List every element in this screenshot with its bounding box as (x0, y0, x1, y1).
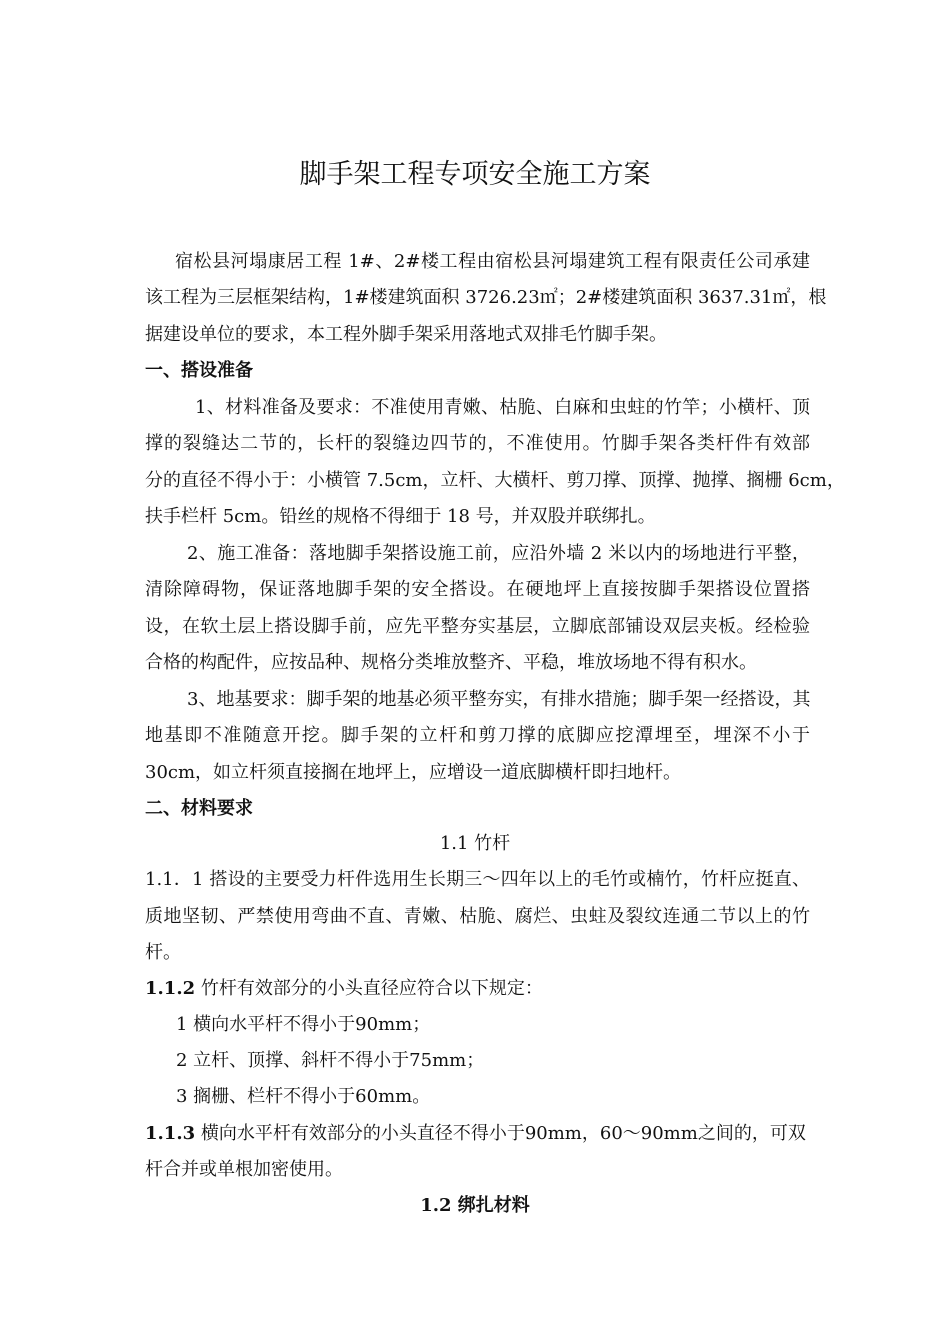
intro-line: 宿松县河塌康居工程 1#、2#楼工程由宿松县河塌建筑工程有限责任公司承建 (175, 251, 810, 272)
clause-number: 1.1.3 (145, 1123, 196, 1144)
paragraph-line: 质地坚韧、严禁使用弯曲不直、青嫩、枯脆、腐烂、虫蛀及裂纹连通二节以上的竹 (145, 906, 810, 927)
clause-text: 横向水平杆有效部分的小头直径不得小于90mm，60～90mm之间的，可双 (195, 1123, 806, 1144)
paragraph-line: 杆合并或单根加密使用。 (145, 1159, 343, 1180)
paragraph-line: 1、材料准备及要求：不准使用青嫩、枯脆、白麻和虫蛀的竹竿；小横杆、顶 (195, 397, 810, 418)
subsection-heading: 1.2 绑扎材料 (420, 1195, 530, 1216)
page-title: 脚手架工程专项安全施工方案 (299, 159, 651, 190)
paragraph-line: 撑的裂缝达二节的，长杆的裂缝边四节的，不准使用。竹脚手架各类杆件有效部 (145, 433, 810, 454)
section-heading: 二、材料要求 (145, 798, 253, 819)
paragraph-line: 分的直径不得小于：小横管 7.5cm，立杆、大横杆、剪刀撑、顶撑、抛撑、搁栅 6cm， (145, 470, 845, 491)
paragraph-line (145, 977, 810, 1001)
paragraph-line: 3、地基要求：脚手架的地基必须平整夯实，有排水措施；脚手架一经搭设，其 (187, 689, 811, 710)
list-item: 1 横向水平杆不得小于90mm； (176, 1014, 431, 1035)
paragraph-line: 1.1．1 搭设的主要受力杆件选用生长期三～四年以上的毛竹或楠竹，竹杆应挺直、 (145, 869, 810, 890)
clause-number: 1.1.2 (145, 978, 196, 999)
paragraph-line: 扶手栏杆 5cm。铅丝的规格不得细于 18 号，并双股并联绑扎。 (145, 506, 656, 527)
subsection-heading: 1.1 竹杆 (439, 833, 511, 854)
intro-line: 据建设单位的要求，本工程外脚手架采用落地式双排毛竹脚手架。 (145, 324, 667, 345)
intro-line: 该工程为三层框架结构，1#楼建筑面积 3726.23㎡；2#楼建筑面积 3637.31㎡，根 (145, 287, 827, 308)
list-item: 3 搁栅、栏杆不得小于60mm。 (176, 1086, 431, 1107)
clause-text: 竹杆有效部分的小头直径应符合以下规定： (195, 978, 543, 999)
paragraph-line: 2、施工准备：落地脚手架搭设施工前，应沿外墙 2 米以内的场地进行平整， (187, 543, 810, 564)
paragraph-line: 杆。 (145, 942, 181, 963)
paragraph-line: 地基即不准随意开挖。脚手架的立杆和剪刀撑的底脚应挖潭埋至，埋深不小于 (145, 725, 810, 746)
paragraph-line: 清除障碍物，保证落地脚手架的安全搭设。在硬地坪上直接按脚手架搭设位置搭 (145, 579, 810, 600)
paragraph-line: 30cm，如立杆须直接搁在地坪上，应增设一道底脚横杆即扫地杆。 (145, 762, 682, 783)
paragraph-line: 设，在软土层上搭设脚手前，应先平整夯实基层，立脚底部铺设双层夹板。经检验 (145, 616, 810, 637)
section-heading: 一、搭设准备 (145, 360, 253, 381)
list-item: 2 立杆、顶撑、斜杆不得小于75mm； (176, 1050, 485, 1071)
paragraph-line: 合格的构配件，应按品种、规格分类堆放整齐、平稳，堆放场地不得有积水。 (145, 652, 757, 673)
paragraph-line (145, 1122, 810, 1146)
